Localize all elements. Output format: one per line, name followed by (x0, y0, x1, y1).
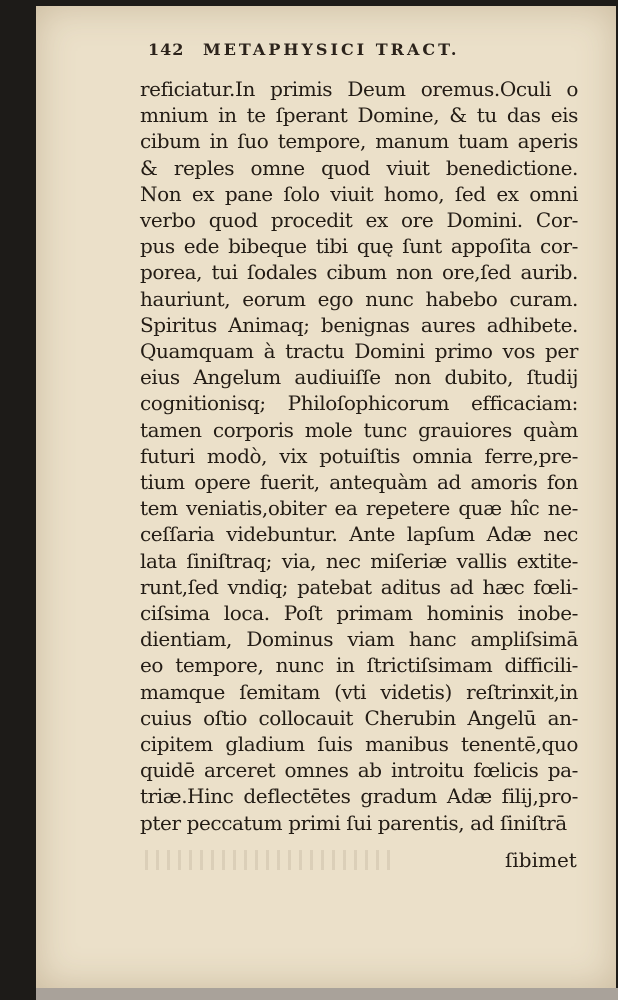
show-through-smudge (145, 850, 395, 870)
text-line: tamen corporis mole tunc grauiores quàm (140, 417, 578, 442)
text-line: cognitionisq; Philoſophicorum efficaciam: (140, 391, 578, 416)
body-text (140, 76, 578, 836)
scan-edge (36, 988, 618, 1000)
text-line: triæ.Hinc deflectētes gradum Adæ filij,pro- (140, 784, 578, 809)
page-number: 142 (148, 40, 185, 59)
text-line: tium opere fuerit, antequàm ad amoris fon (140, 470, 578, 495)
text-line: quidē arceret omnes ab introitu fœlicis pa- (140, 758, 578, 783)
text-line: pus ede bibeque tibi quę ſunt appoſita cor- (140, 234, 578, 259)
text-line: tem veniatis,obiter ea repetere quæ hîc ne- (140, 496, 578, 521)
text-line: lata ſiniſtraq; via, nec miſeriæ vallis extite- (140, 548, 578, 573)
text-line: ciſsima loca. Poſt primam hominis inobe- (140, 601, 578, 626)
running-title: METAPHYSICI TRACT. (202, 40, 460, 59)
text-line: futuri modò, vix potuiſtis omnia ferre,pre- (140, 443, 578, 468)
catchword: ſibimet (505, 848, 577, 872)
text-line: reficiatur.In primis Deum oremus.Oculi o (140, 77, 578, 101)
text-line: eo tempore, nunc in ſtrictiſsimam difficili- (140, 653, 578, 678)
running-head (148, 40, 578, 59)
text-line: cibum in ſuo tempore, manum tuam aperis (140, 129, 578, 154)
text-line: pter peccatum primi ſui parentis, ad ſiniſtrā (140, 810, 567, 835)
text-line: mnium in te ſperant Domine, & tu das eis (140, 103, 578, 128)
text-line: cuius oſtio collocauit Cherubin Angelū an- (140, 705, 578, 730)
text-line: ceſſaria videbuntur. Ante lapſum Adæ nec (140, 522, 578, 547)
text-line: runt,ſed vndiq; patebat aditus ad hæc fœli- (140, 574, 578, 599)
text-line: Non ex pane ſolo viuit homo, ſed ex omni (140, 181, 578, 206)
text-line: Spiritus Animaq; benignas aures adhibete. (140, 312, 578, 337)
text-line: dientiam, Dominus viam hanc ampliſsimā (140, 627, 578, 652)
text-line: & reples omne quod viuit benedictione. (140, 155, 578, 180)
text-line: porea, tui ſodales cibum non ore,ſed aurib. (140, 260, 578, 285)
text-line: eius Angelum audiuiſſe non dubito, ſtudij (140, 365, 578, 390)
text-line: Quamquam à tractu Domini primo vos per (140, 339, 578, 364)
text-line: hauriunt, eorum ego nunc habebo curam. (140, 286, 578, 311)
text-line: verbo quod procedit ex ore Domini. Cor- (140, 208, 578, 233)
text-line: mamque ſemitam (vti videtis) reſtrinxit,in (140, 679, 578, 704)
text-line: cipitem gladium ſuis manibus tenentē,quo (140, 732, 578, 757)
